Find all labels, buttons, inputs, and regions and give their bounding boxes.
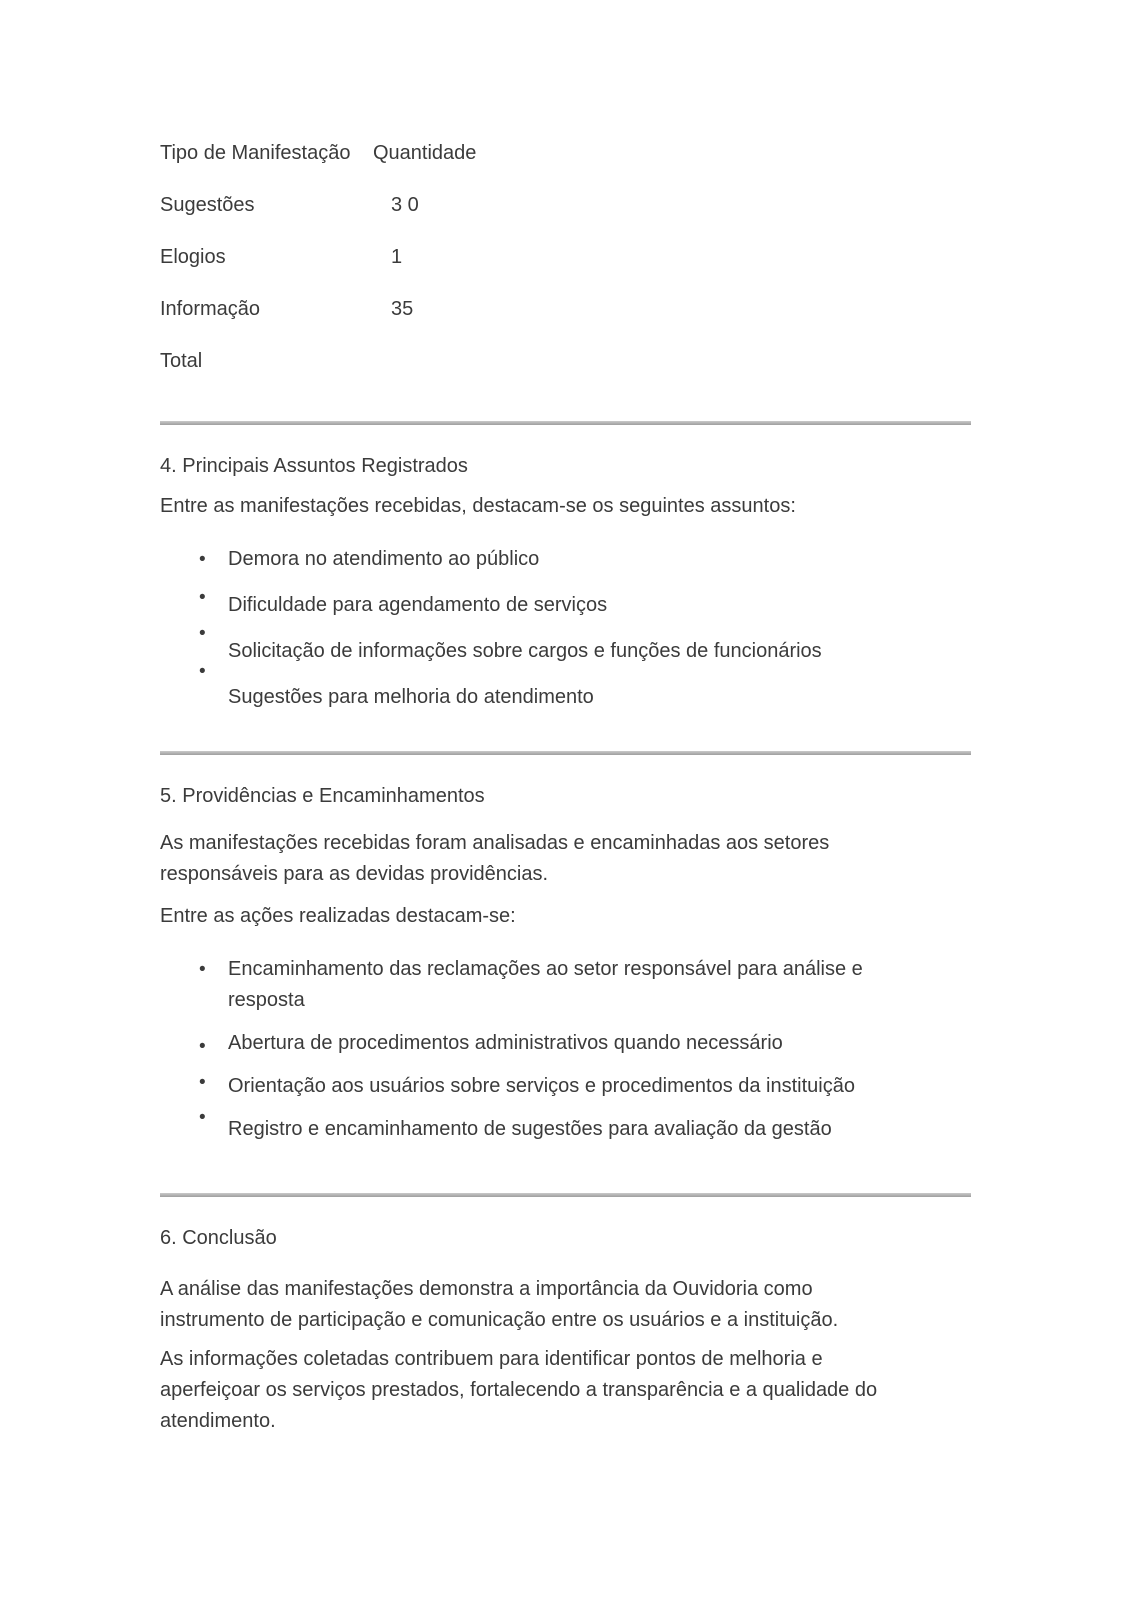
list-item (190, 954, 971, 1016)
assuntos-list (160, 544, 971, 713)
section-assuntos-intro: Entre as manifestações recebidas, destacam-se os seguintes assuntos: (160, 495, 796, 517)
bullet-icon: • (199, 587, 206, 608)
bullet-icon: • (199, 1107, 206, 1128)
section-conclusao-paragraph-1: A análise das manifestações demonstra a importância da Ouvidoria como instrumento de participação e comunicação entre os usuários e a instituição. (160, 1278, 839, 1331)
section-assuntos-title: 4. Principais Assuntos Registrados (160, 455, 468, 477)
section-divider (160, 751, 971, 755)
section-assuntos (160, 451, 971, 713)
list-item-text: Dificuldade para agendamento de serviços (228, 594, 608, 616)
bullet-icon: • (199, 1036, 206, 1057)
section-divider (160, 1193, 971, 1197)
section-providencias-title: 5. Providências e Encaminhamentos (160, 785, 485, 807)
list-item-text: Sugestões para melhoria do atendimento (228, 686, 594, 708)
list-item (190, 623, 971, 667)
column-header-tipo: Tipo de Manifestação (160, 142, 351, 164)
table-row (160, 190, 971, 221)
section-conclusao-title: 6. Conclusão (160, 1227, 277, 1249)
column-header-quantidade: Quantidade (373, 142, 477, 164)
acoes-list (160, 954, 971, 1145)
list-item (190, 1028, 971, 1059)
bullet-icon: • (199, 661, 206, 682)
list-item (190, 544, 971, 575)
table-header-row (160, 138, 971, 169)
row-label: Informação (160, 298, 261, 320)
section-providencias (160, 781, 971, 1145)
bullet-icon: • (199, 959, 206, 980)
section-conclusao (160, 1223, 971, 1437)
section-divider (160, 421, 971, 425)
list-item-text: Encaminhamento das reclamações ao setor responsável para análise e resposta (228, 958, 863, 1011)
bullet-icon: • (199, 549, 206, 570)
row-value: 35 (391, 298, 414, 320)
section-providencias-paragraph: As manifestações recebidas foram analisadas e encaminhadas aos setores responsáveis para as devidas providências. (160, 832, 830, 885)
table-row (160, 294, 971, 325)
list-item (190, 1071, 971, 1102)
bullet-icon: • (199, 623, 206, 644)
table-row (160, 346, 971, 377)
list-item (190, 661, 971, 713)
table-row (160, 242, 971, 273)
row-value: 3 0 (391, 194, 419, 216)
section-conclusao-paragraph-2: As informações coletadas contribuem para identificar pontos de melhoria e aperfeiçoar os serviços prestados, fortalecendo a transparência e a qualidade do atendimento. (160, 1348, 878, 1432)
list-item (190, 1107, 971, 1145)
list-item-text: Abertura de procedimentos administrativos quando necessário (228, 1032, 783, 1054)
list-item-text: Registro e encaminhamento de sugestões para avaliação da gestão (228, 1118, 832, 1140)
row-label: Total (160, 350, 203, 372)
list-item-text: Demora no atendimento ao público (228, 548, 540, 570)
list-item (190, 587, 971, 621)
row-label: Sugestões (160, 194, 255, 216)
list-item-text: Solicitação de informações sobre cargos e funções de funcionários (228, 640, 822, 662)
section-providencias-intro: Entre as ações realizadas destacam-se: (160, 905, 516, 927)
manifestation-table (160, 138, 971, 377)
list-item-text: Orientação aos usuários sobre serviços e procedimentos da instituição (228, 1075, 855, 1097)
row-value (373, 346, 971, 377)
bullet-icon: • (199, 1072, 206, 1093)
row-label: Elogios (160, 246, 226, 268)
row-value: 1 (391, 246, 403, 268)
